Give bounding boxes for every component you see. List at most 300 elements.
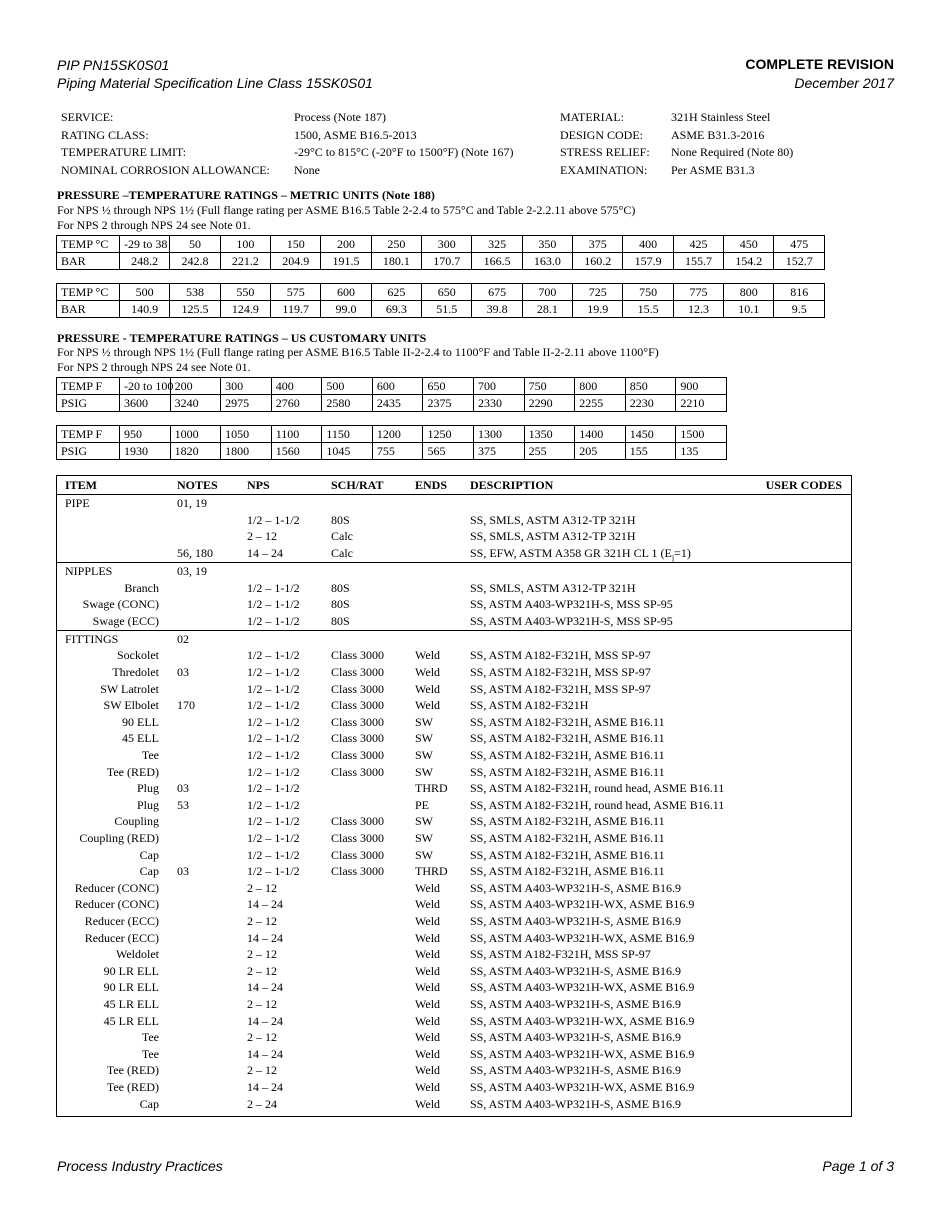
us-ratings-table-1: [56, 377, 727, 412]
pressure-label: BAR: [57, 253, 120, 270]
item-ends: THRD: [415, 781, 448, 796]
table-row: [57, 647, 851, 664]
item-description: [470, 664, 651, 681]
pressure-cell: 51.5: [422, 301, 472, 318]
description-text: SS, ASTM A182-F321H, ASME B16.11: [470, 764, 665, 779]
description-text: SS, ASTM A403-WP321H-WX, ASME B16.9: [470, 1046, 695, 1061]
item-ends: Weld: [415, 1030, 441, 1045]
table-row: [57, 996, 851, 1013]
pressure-cell: 1045: [322, 443, 373, 460]
info-value: None: [294, 162, 320, 177]
table-row: [57, 896, 851, 913]
info-label: RATING CLASS:: [61, 127, 149, 142]
info-right-labels: [560, 109, 650, 179]
table-row: [57, 528, 851, 545]
item-nps: 14 – 24: [247, 930, 283, 945]
description-text: SS, SMLS, ASTM A312-TP 321H: [470, 580, 636, 595]
item-sch-rat: Class 3000: [331, 764, 385, 779]
description-text: SS, ASTM A403-WP321H-WX, ASME B16.9: [470, 930, 695, 945]
description-text: SS, ASTM A182-F321H, ASME B16.11: [470, 831, 665, 845]
item-name: Swage (ECC): [92, 613, 159, 628]
item-description: [470, 681, 651, 698]
item-sch-rat: Class 3000: [331, 748, 385, 762]
temp-cell: 1300: [474, 426, 525, 443]
description-text: SS, ASTM A182-F321H, ASME B16.11: [470, 814, 665, 829]
pressure-cell: 180.1: [371, 253, 421, 270]
description-text: SS, ASTM A403-WP321H-WX, ASME B16.9: [470, 980, 695, 995]
temp-cell: 200: [170, 378, 221, 395]
pressure-cell: 39.8: [472, 301, 522, 318]
col-nps: NPS: [247, 478, 270, 492]
item-ends: Weld: [415, 880, 441, 895]
table-row: [57, 963, 851, 980]
pressure-cell: 125.5: [170, 301, 220, 318]
description-text: SS, ASTM A403-WP321H-S, ASME B16.9: [470, 914, 682, 928]
col-description: DESCRIPTION: [470, 478, 554, 492]
temp-cell: -29 to 38: [120, 236, 170, 253]
us-note-1: For NPS ½ through NPS 1½ (Full flange rating per ASME B16.5 Table II-2-2.4 to 1100°F and Table II-2-2.11 above 1100°F): [57, 345, 659, 359]
item-description: [470, 596, 673, 613]
table-row: [57, 1079, 851, 1096]
us-note-2: For NPS 2 through NPS 24 see Note 01.: [57, 360, 251, 374]
table-row: [57, 613, 851, 630]
temp-cell: 300: [422, 236, 472, 253]
description-text: SS, ASTM A182-F321H, ASME B16.11: [470, 731, 665, 746]
pressure-cell: 2580: [322, 395, 373, 412]
temp-cell: 800: [575, 378, 626, 395]
pressure-cell: 2435: [372, 395, 423, 412]
item-description: [470, 647, 651, 664]
item-ends: Weld: [415, 963, 441, 978]
item-name: Coupling: [114, 814, 159, 829]
table-row: [57, 714, 851, 731]
description-text: SS, ASTM A403-WP321H-S, ASME B16.9: [470, 1063, 682, 1078]
item-nps: 2 – 12: [247, 997, 277, 1011]
item-description: [470, 528, 636, 545]
components-header: [57, 476, 851, 495]
table-row: [57, 580, 851, 597]
description-text: SS, ASTM A403-WP321H-S, ASME B16.9: [470, 1030, 682, 1045]
table-row: [57, 797, 851, 814]
group-label: NIPPLES: [65, 563, 113, 578]
pressure-cell: 221.2: [220, 253, 270, 270]
description-text: SS, ASTM A403-WP321H-S, MSS SP-95: [470, 613, 673, 628]
metric-ratings-table-1: [56, 235, 825, 270]
description-text: SS, ASTM A403-WP321H-WX, ASME B16.9: [470, 1013, 695, 1028]
item-ends: Weld: [415, 648, 441, 663]
item-nps: 1/2 – 1-1/2: [247, 814, 300, 829]
col-ends: ENDS: [415, 478, 448, 492]
temp-label: TEMP °C: [57, 236, 120, 253]
description-tail: =1): [674, 545, 691, 560]
footer-org: Process Industry Practices: [57, 1158, 223, 1174]
info-label: EXAMINATION:: [560, 162, 648, 177]
pressure-cell: 163.0: [522, 253, 572, 270]
item-description: [470, 1013, 694, 1030]
item-ends: PE: [415, 797, 430, 812]
group-row: [57, 495, 851, 512]
table-row: [57, 545, 851, 562]
item-ends: SW: [415, 764, 433, 779]
item-ends: Weld: [415, 698, 441, 713]
temp-cell: 600: [321, 284, 371, 301]
description-text: SS, ASTM A403-WP321H-S, ASME B16.9: [470, 880, 682, 895]
item-name: 90 ELL: [122, 714, 159, 729]
item-nps: 2 – 12: [247, 947, 277, 962]
temp-cell: 538: [170, 284, 220, 301]
item-name: Branch: [124, 580, 159, 595]
temp-cell: 1450: [625, 426, 676, 443]
item-ends: SW: [415, 814, 433, 829]
table-row: [57, 681, 851, 698]
pressure-cell: 155: [625, 443, 676, 460]
item-nps: 1/2 – 1-1/2: [247, 831, 300, 845]
pressure-cell: 755: [372, 443, 423, 460]
pressure-cell: 160.2: [573, 253, 623, 270]
temp-cell: 725: [573, 284, 623, 301]
col-user-codes: USER CODES: [765, 478, 842, 492]
pressure-cell: 152.7: [774, 253, 825, 270]
item-description: [470, 946, 651, 963]
pressure-row: [57, 253, 825, 270]
item-nps: 1/2 – 1-1/2: [247, 864, 300, 879]
item-sch-rat: 80S: [331, 613, 350, 628]
temp-cell: 50: [170, 236, 220, 253]
item-sch-rat: 80S: [331, 597, 350, 612]
info-label: DESIGN CODE:: [560, 127, 643, 142]
table-row: [57, 880, 851, 897]
item-description: [470, 1062, 681, 1079]
item-ends: Weld: [415, 681, 441, 696]
description-text: SS, ASTM A403-WP321H-S, ASME B16.9: [470, 1096, 682, 1111]
item-description: [470, 797, 724, 814]
item-nps: 1/2 – 1-1/2: [247, 748, 300, 762]
item-name: 90 LR ELL: [103, 963, 159, 978]
item-sch-rat: Class 3000: [331, 847, 385, 862]
temp-row: [57, 378, 727, 395]
pressure-cell: 2375: [423, 395, 474, 412]
item-ends: SW: [415, 731, 433, 746]
temp-cell: 816: [774, 284, 825, 301]
description-text: SS, ASTM A403-WP321H-S, ASME B16.9: [470, 963, 682, 978]
pressure-cell: 2290: [524, 395, 575, 412]
description-text: SS, ASTM A182-F321H, round head, ASME B16.11: [470, 781, 725, 796]
description-text: SS, ASTM A182-F321H, MSS SP-97: [470, 648, 651, 663]
temp-row: [57, 236, 825, 253]
item-ends: SW: [415, 714, 433, 729]
temp-cell: 550: [220, 284, 270, 301]
item-description: [470, 813, 665, 830]
item-description: [470, 913, 681, 930]
col-item: ITEM: [65, 478, 98, 492]
pressure-cell: 154.2: [724, 253, 774, 270]
item-description: [470, 1079, 694, 1096]
item-ends: Weld: [415, 1080, 441, 1094]
description-text: SS, SMLS, ASTM A312-TP 321H: [470, 529, 636, 544]
pressure-cell: 28.1: [522, 301, 572, 318]
item-nps: 14 – 24: [247, 1080, 283, 1094]
item-sch-rat: Calc: [331, 529, 353, 544]
item-description: [470, 996, 681, 1013]
item-nps: 1/2 – 1-1/2: [247, 714, 300, 729]
item-name: Reducer (ECC): [84, 930, 159, 945]
temp-label: TEMP F: [57, 378, 120, 395]
temp-label: TEMP F: [57, 426, 120, 443]
description-text: SS, EFW, ASTM A358 GR 321H CL 1 (E: [470, 545, 672, 560]
col-notes: NOTES: [177, 478, 218, 492]
item-nps: 1/2 – 1-1/2: [247, 797, 300, 812]
item-name: Cap: [139, 864, 159, 879]
table-row: [57, 979, 851, 996]
item-ends: THRD: [415, 864, 448, 879]
item-sch-rat: 80S: [331, 512, 350, 527]
item-sch-rat: Class 3000: [331, 731, 385, 746]
item-description: [470, 697, 588, 714]
item-nps: 14 – 24: [247, 897, 283, 912]
pressure-cell: 19.9: [573, 301, 623, 318]
pressure-cell: 205: [575, 443, 626, 460]
item-name: Reducer (CONC): [74, 897, 159, 912]
pressure-cell: 69.3: [371, 301, 421, 318]
item-name: SW Latrolet: [100, 681, 159, 696]
table-row: [57, 764, 851, 781]
item-nps: 1/2 – 1-1/2: [247, 698, 300, 713]
pressure-cell: 15.5: [623, 301, 673, 318]
pressure-label: PSIG: [57, 443, 120, 460]
info-label: STRESS RELIEF:: [560, 145, 650, 159]
temp-cell: 350: [522, 236, 572, 253]
item-name: Weldolet: [115, 947, 159, 962]
temp-row: [57, 284, 825, 301]
temp-cell: 850: [625, 378, 676, 395]
temp-cell: 500: [120, 284, 170, 301]
temp-cell: 250: [371, 236, 421, 253]
item-sch-rat: 80S: [331, 580, 350, 595]
group-notes: 02: [177, 631, 189, 646]
pressure-cell: 1820: [170, 443, 221, 460]
metric-ratings-title: PRESSURE –TEMPERATURE RATINGS – METRIC UNITS (Note 188): [57, 188, 435, 202]
item-description: [470, 880, 681, 897]
description-text: SS, ASTM A182-F321H, MSS SP-97: [470, 681, 651, 696]
table-row: [57, 512, 851, 529]
temp-cell: 900: [676, 378, 727, 395]
item-name: SW Elbolet: [103, 698, 159, 713]
temp-cell: 300: [221, 378, 272, 395]
temp-cell: 700: [474, 378, 525, 395]
pressure-cell: 2255: [575, 395, 626, 412]
item-nps: 2 – 12: [247, 914, 277, 928]
item-nps: 2 – 12: [247, 529, 277, 544]
pressure-cell: 191.5: [321, 253, 371, 270]
description-subscript: j: [671, 553, 675, 563]
temp-cell: 150: [271, 236, 321, 253]
item-ends: SW: [415, 847, 433, 862]
temp-label: TEMP °C: [57, 284, 120, 301]
item-nps: 14 – 24: [247, 980, 283, 995]
item-nps: 14 – 24: [247, 1046, 283, 1061]
item-nps: 1/2 – 1-1/2: [247, 847, 300, 862]
pressure-cell: 255: [524, 443, 575, 460]
info-left-labels: [61, 109, 270, 179]
item-description: [470, 747, 665, 764]
item-description: [470, 1096, 681, 1113]
info-right-values: [671, 109, 793, 179]
item-name: Tee: [141, 748, 159, 762]
description-text: SS, SMLS, ASTM A312-TP 321H: [470, 512, 636, 527]
pressure-cell: 3240: [170, 395, 221, 412]
metric-note-2: For NPS 2 through NPS 24 see Note 01.: [57, 218, 251, 232]
item-description: [470, 963, 681, 980]
item-nps: 2 – 12: [247, 963, 277, 978]
temp-cell: 600: [372, 378, 423, 395]
revision-label: COMPLETE REVISION: [745, 56, 894, 72]
item-sch-rat: Class 3000: [331, 648, 385, 663]
temp-cell: 1050: [221, 426, 272, 443]
item-description: [470, 863, 665, 880]
temp-cell: 1100: [271, 426, 322, 443]
pressure-cell: 2760: [271, 395, 322, 412]
info-label: SERVICE:: [61, 110, 114, 124]
group-label: FITTINGS: [65, 631, 119, 646]
item-sch-rat: Class 3000: [331, 681, 385, 696]
item-nps: 1/2 – 1-1/2: [247, 681, 300, 696]
item-name: Reducer (CONC): [74, 880, 159, 895]
item-description: [470, 780, 724, 797]
doc-title: Piping Material Specification Line Class 15SK0S01: [57, 75, 373, 91]
temp-cell: 1200: [372, 426, 423, 443]
pressure-row: [57, 395, 727, 412]
item-name: Tee: [141, 1046, 159, 1061]
temp-cell: 1150: [322, 426, 373, 443]
item-description: [470, 1046, 694, 1063]
item-description: [470, 764, 665, 781]
item-name: Plug: [136, 797, 159, 812]
temp-cell: 475: [774, 236, 825, 253]
item-description: [470, 979, 694, 996]
item-name: Tee: [141, 1030, 159, 1045]
item-ends: Weld: [415, 665, 441, 679]
temp-cell: 1000: [170, 426, 221, 443]
pressure-cell: 99.0: [321, 301, 371, 318]
item-nps: 1/2 – 1-1/2: [247, 512, 300, 527]
table-row: [57, 1062, 851, 1079]
temp-cell: 325: [472, 236, 522, 253]
item-sch-rat: Class 3000: [331, 714, 385, 729]
table-row: [57, 1029, 851, 1046]
table-row: [57, 664, 851, 681]
table-row: [57, 813, 851, 830]
item-notes: 56, 180: [177, 545, 213, 560]
item-name: 45 ELL: [122, 731, 159, 746]
col-sch-rat: SCH/RAT: [331, 478, 384, 492]
item-description: [470, 512, 636, 529]
temp-cell: -20 to 100: [120, 378, 171, 395]
description-text: SS, ASTM A403-WP321H-S, MSS SP-95: [470, 597, 673, 612]
pressure-cell: 140.9: [120, 301, 170, 318]
table-row: [57, 596, 851, 613]
pressure-cell: 248.2: [120, 253, 170, 270]
item-nps: 1/2 – 1-1/2: [247, 613, 300, 628]
pressure-cell: 2975: [221, 395, 272, 412]
temp-cell: 675: [472, 284, 522, 301]
item-nps: 1/2 – 1-1/2: [247, 781, 300, 796]
pressure-cell: 2330: [474, 395, 525, 412]
description-text: SS, ASTM A182-F321H, MSS SP-97: [470, 947, 651, 962]
item-ends: Weld: [415, 997, 441, 1011]
temp-cell: 1400: [575, 426, 626, 443]
item-name: Sockolet: [117, 648, 159, 663]
description-text: SS, ASTM A182-F321H, ASME B16.11: [470, 714, 665, 729]
temp-cell: 650: [423, 378, 474, 395]
pressure-cell: 1800: [221, 443, 272, 460]
info-value: 321H Stainless Steel: [671, 110, 771, 124]
item-nps: 2 – 12: [247, 1030, 277, 1045]
item-notes: 53: [177, 797, 189, 812]
table-row: [57, 747, 851, 764]
temp-cell: 500: [322, 378, 373, 395]
item-description: [470, 714, 665, 731]
table-row: [57, 697, 851, 714]
pressure-label: BAR: [57, 301, 120, 318]
item-notes: 03: [177, 665, 189, 679]
pressure-row: [57, 443, 727, 460]
description-text: SS, ASTM A182-F321H, MSS SP-97: [470, 665, 651, 679]
item-notes: 170: [177, 698, 195, 713]
item-sch-rat: Class 3000: [331, 831, 385, 845]
pressure-cell: 242.8: [170, 253, 220, 270]
item-nps: 1/2 – 1-1/2: [247, 580, 300, 595]
item-name: Tee (RED): [106, 1080, 159, 1094]
group-row: [57, 631, 851, 648]
temp-cell: 800: [724, 284, 774, 301]
item-nps: 1/2 – 1-1/2: [247, 648, 300, 663]
temp-cell: 625: [371, 284, 421, 301]
item-name: 45 LR ELL: [103, 997, 159, 1011]
temp-cell: 100: [220, 236, 270, 253]
group-notes: 01, 19: [177, 496, 207, 510]
description-text: SS, ASTM A182-F321H, ASME B16.11: [470, 748, 665, 762]
item-name: Tee (RED): [106, 764, 159, 779]
table-row: [57, 830, 851, 847]
item-name: Thredolet: [112, 665, 159, 679]
us-ratings-title: PRESSURE - TEMPERATURE RATINGS – US CUSTOMARY UNITS: [57, 331, 427, 345]
group-row: [57, 563, 851, 580]
pressure-cell: 155.7: [673, 253, 723, 270]
item-nps: 2 – 24: [247, 1096, 277, 1111]
table-row: [57, 946, 851, 963]
item-name: Tee (RED): [106, 1063, 159, 1078]
item-sch-rat: Class 3000: [331, 698, 385, 713]
temp-cell: 750: [524, 378, 575, 395]
us-ratings-table-2: [56, 425, 727, 460]
item-ends: SW: [415, 748, 433, 762]
temp-cell: 400: [623, 236, 673, 253]
pressure-cell: 2210: [676, 395, 727, 412]
item-sch-rat: Class 3000: [331, 665, 385, 679]
pressure-cell: 170.7: [422, 253, 472, 270]
item-nps: 14 – 24: [247, 1013, 283, 1028]
item-sch-rat: Calc: [331, 545, 353, 560]
item-notes: 03: [177, 781, 189, 796]
description-text: SS, ASTM A182-F321H, ASME B16.11: [470, 847, 665, 862]
temp-row: [57, 426, 727, 443]
metric-note-1: For NPS ½ through NPS 1½ (Full flange rating per ASME B16.5 Table 2-2.4 to 575°C and Table 2-2.2.11 above 575°C): [57, 203, 636, 217]
item-name: Cap: [139, 1096, 159, 1111]
pressure-cell: 10.1: [724, 301, 774, 318]
revision-date: December 2017: [794, 75, 894, 91]
temp-cell: 775: [673, 284, 723, 301]
table-row: [57, 1013, 851, 1030]
